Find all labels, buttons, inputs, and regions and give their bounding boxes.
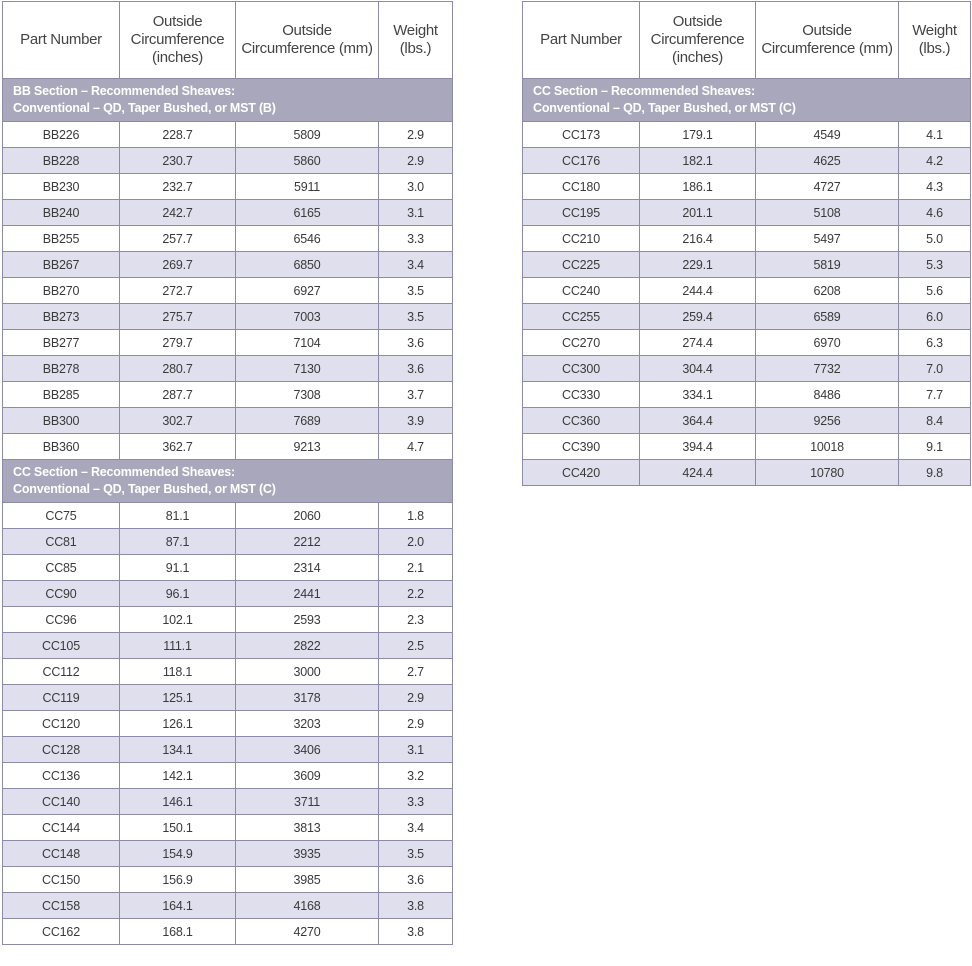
circumference-mm-cell: 4168 <box>236 893 379 919</box>
header-circumference-mm: Outside Circumference (mm) <box>756 2 899 79</box>
circumference-inches-cell: 81.1 <box>120 503 236 529</box>
circumference-inches-cell: 229.1 <box>640 252 756 278</box>
part-number-cell: CC176 <box>523 148 640 174</box>
circumference-mm-cell: 2060 <box>236 503 379 529</box>
table-row <box>3 893 453 919</box>
circumference-mm-cell: 7104 <box>236 330 379 356</box>
table-row <box>3 919 453 945</box>
part-number-cell: BB230 <box>3 174 120 200</box>
circumference-mm-cell: 2212 <box>236 529 379 555</box>
table-row <box>3 633 453 659</box>
weight-cell: 3.1 <box>379 737 453 763</box>
weight-cell: 2.1 <box>379 555 453 581</box>
weight-cell: 9.8 <box>899 460 971 486</box>
circumference-mm-cell: 7130 <box>236 356 379 382</box>
weight-cell: 3.2 <box>379 763 453 789</box>
right-spec-table <box>522 1 971 486</box>
circumference-mm-cell: 6546 <box>236 226 379 252</box>
header-circumference-inches: Outside Circumference (inches) <box>120 2 236 79</box>
circumference-inches-cell: 111.1 <box>120 633 236 659</box>
circumference-mm-cell: 5911 <box>236 174 379 200</box>
circumference-mm-cell: 5860 <box>236 148 379 174</box>
circumference-mm-cell: 3985 <box>236 867 379 893</box>
part-number-cell: BB267 <box>3 252 120 278</box>
circumference-mm-cell: 3000 <box>236 659 379 685</box>
circumference-inches-cell: 232.7 <box>120 174 236 200</box>
section-title <box>3 460 453 503</box>
weight-cell: 3.8 <box>379 919 453 945</box>
weight-cell: 4.1 <box>899 122 971 148</box>
section-title <box>523 79 971 122</box>
circumference-inches-cell: 216.4 <box>640 226 756 252</box>
circumference-inches-cell: 126.1 <box>120 711 236 737</box>
weight-cell: 5.6 <box>899 278 971 304</box>
circumference-mm-cell: 5819 <box>756 252 899 278</box>
table-row <box>523 252 971 278</box>
table-row <box>3 711 453 737</box>
weight-cell: 3.8 <box>379 893 453 919</box>
table-row <box>523 148 971 174</box>
weight-cell: 2.3 <box>379 607 453 633</box>
header-part-number: Part Number <box>3 2 120 79</box>
circumference-mm-cell: 3609 <box>236 763 379 789</box>
table-row <box>3 148 453 174</box>
circumference-mm-cell: 6165 <box>236 200 379 226</box>
circumference-inches-cell: 150.1 <box>120 815 236 841</box>
part-number-cell: CC420 <box>523 460 640 486</box>
circumference-mm-cell: 2314 <box>236 555 379 581</box>
table-row <box>3 122 453 148</box>
weight-cell: 5.3 <box>899 252 971 278</box>
part-number-cell: BB226 <box>3 122 120 148</box>
circumference-mm-cell: 3813 <box>236 815 379 841</box>
header-part-number: Part Number <box>523 2 640 79</box>
part-number-cell: CC360 <box>523 408 640 434</box>
circumference-mm-cell: 6850 <box>236 252 379 278</box>
table-row <box>3 607 453 633</box>
table-row <box>3 200 453 226</box>
circumference-mm-cell: 4727 <box>756 174 899 200</box>
circumference-inches-cell: 146.1 <box>120 789 236 815</box>
part-number-cell: BB255 <box>3 226 120 252</box>
weight-cell: 3.4 <box>379 815 453 841</box>
circumference-mm-cell: 5108 <box>756 200 899 226</box>
part-number-cell: CC105 <box>3 633 120 659</box>
circumference-mm-cell: 7732 <box>756 356 899 382</box>
part-number-cell: CC255 <box>523 304 640 330</box>
part-number-cell: CC119 <box>3 685 120 711</box>
left-spec-table <box>2 1 453 945</box>
table-row <box>3 789 453 815</box>
circumference-mm-cell: 3711 <box>236 789 379 815</box>
table-row <box>523 304 971 330</box>
part-number-cell: BB360 <box>3 434 120 460</box>
weight-cell: 5.0 <box>899 226 971 252</box>
section-title-line: Conventional – QD, Taper Bushed, or MST (C) <box>13 482 276 496</box>
part-number-cell: CC120 <box>3 711 120 737</box>
weight-cell: 2.9 <box>379 685 453 711</box>
part-number-cell: CC128 <box>3 737 120 763</box>
weight-cell: 3.0 <box>379 174 453 200</box>
header-weight: Weight (lbs.) <box>379 2 453 79</box>
part-number-cell: CC75 <box>3 503 120 529</box>
weight-cell: 3.7 <box>379 382 453 408</box>
part-number-cell: BB277 <box>3 330 120 356</box>
weight-cell: 7.7 <box>899 382 971 408</box>
circumference-mm-cell: 4625 <box>756 148 899 174</box>
table-header <box>3 2 453 79</box>
circumference-inches-cell: 424.4 <box>640 460 756 486</box>
weight-cell: 2.5 <box>379 633 453 659</box>
weight-cell: 4.3 <box>899 174 971 200</box>
part-number-cell: CC144 <box>3 815 120 841</box>
circumference-inches-cell: 272.7 <box>120 278 236 304</box>
circumference-inches-cell: 164.1 <box>120 893 236 919</box>
table-row <box>3 278 453 304</box>
weight-cell: 4.2 <box>899 148 971 174</box>
weight-cell: 4.6 <box>899 200 971 226</box>
section-title-line: CC Section – Recommended Sheaves: <box>13 465 235 479</box>
part-number-cell: CC136 <box>3 763 120 789</box>
table-row <box>3 356 453 382</box>
weight-cell: 6.0 <box>899 304 971 330</box>
circumference-inches-cell: 287.7 <box>120 382 236 408</box>
table-row <box>523 434 971 460</box>
circumference-inches-cell: 244.4 <box>640 278 756 304</box>
weight-cell: 3.4 <box>379 252 453 278</box>
circumference-mm-cell: 8486 <box>756 382 899 408</box>
section-title-line: BB Section – Recommended Sheaves: <box>13 84 235 98</box>
table-row <box>3 503 453 529</box>
part-number-cell: CC225 <box>523 252 640 278</box>
circumference-inches-cell: 259.4 <box>640 304 756 330</box>
table-row <box>523 174 971 200</box>
circumference-mm-cell: 10780 <box>756 460 899 486</box>
circumference-mm-cell: 6589 <box>756 304 899 330</box>
circumference-inches-cell: 102.1 <box>120 607 236 633</box>
weight-cell: 3.1 <box>379 200 453 226</box>
section-title-line: CC Section – Recommended Sheaves: <box>533 84 755 98</box>
circumference-mm-cell: 2441 <box>236 581 379 607</box>
circumference-inches-cell: 257.7 <box>120 226 236 252</box>
part-number-cell: CC85 <box>3 555 120 581</box>
circumference-inches-cell: 334.1 <box>640 382 756 408</box>
weight-cell: 3.6 <box>379 867 453 893</box>
weight-cell: 2.0 <box>379 529 453 555</box>
circumference-mm-cell: 3203 <box>236 711 379 737</box>
circumference-inches-cell: 118.1 <box>120 659 236 685</box>
table-row <box>523 382 971 408</box>
circumference-inches-cell: 142.1 <box>120 763 236 789</box>
part-number-cell: CC81 <box>3 529 120 555</box>
header-weight: Weight (lbs.) <box>899 2 971 79</box>
part-number-cell: BB300 <box>3 408 120 434</box>
circumference-mm-cell: 4270 <box>236 919 379 945</box>
weight-cell: 2.9 <box>379 122 453 148</box>
circumference-mm-cell: 7689 <box>236 408 379 434</box>
table-body <box>523 79 971 486</box>
table-row <box>3 529 453 555</box>
part-number-cell: CC270 <box>523 330 640 356</box>
part-number-cell: CC162 <box>3 919 120 945</box>
circumference-inches-cell: 186.1 <box>640 174 756 200</box>
part-number-cell: CC300 <box>523 356 640 382</box>
circumference-mm-cell: 9256 <box>756 408 899 434</box>
circumference-inches-cell: 134.1 <box>120 737 236 763</box>
circumference-mm-cell: 7003 <box>236 304 379 330</box>
table-row <box>3 304 453 330</box>
table-row <box>3 226 453 252</box>
circumference-mm-cell: 10018 <box>756 434 899 460</box>
weight-cell: 3.9 <box>379 408 453 434</box>
weight-cell: 9.1 <box>899 434 971 460</box>
table-row <box>3 434 453 460</box>
circumference-inches-cell: 302.7 <box>120 408 236 434</box>
circumference-inches-cell: 364.4 <box>640 408 756 434</box>
weight-cell: 7.0 <box>899 356 971 382</box>
circumference-inches-cell: 275.7 <box>120 304 236 330</box>
circumference-inches-cell: 156.9 <box>120 867 236 893</box>
circumference-mm-cell: 9213 <box>236 434 379 460</box>
part-number-cell: CC112 <box>3 659 120 685</box>
table-row <box>523 356 971 382</box>
weight-cell: 2.9 <box>379 711 453 737</box>
circumference-inches-cell: 228.7 <box>120 122 236 148</box>
circumference-inches-cell: 154.9 <box>120 841 236 867</box>
part-number-cell: CC140 <box>3 789 120 815</box>
circumference-inches-cell: 304.4 <box>640 356 756 382</box>
circumference-inches-cell: 168.1 <box>120 919 236 945</box>
circumference-inches-cell: 394.4 <box>640 434 756 460</box>
circumference-inches-cell: 87.1 <box>120 529 236 555</box>
table-row <box>3 408 453 434</box>
part-number-cell: BB285 <box>3 382 120 408</box>
circumference-mm-cell: 6927 <box>236 278 379 304</box>
weight-cell: 3.3 <box>379 226 453 252</box>
circumference-mm-cell: 5809 <box>236 122 379 148</box>
circumference-inches-cell: 125.1 <box>120 685 236 711</box>
circumference-mm-cell: 3178 <box>236 685 379 711</box>
table-row <box>523 460 971 486</box>
part-number-cell: CC96 <box>3 607 120 633</box>
section-title <box>3 79 453 122</box>
table-row <box>3 815 453 841</box>
part-number-cell: BB273 <box>3 304 120 330</box>
circumference-inches-cell: 269.7 <box>120 252 236 278</box>
section-header-row <box>523 79 971 122</box>
part-number-cell: CC173 <box>523 122 640 148</box>
circumference-mm-cell: 2822 <box>236 633 379 659</box>
circumference-mm-cell: 4549 <box>756 122 899 148</box>
weight-cell: 3.3 <box>379 789 453 815</box>
table-row <box>3 330 453 356</box>
table-row <box>3 581 453 607</box>
header-circumference-inches: Outside Circumference (inches) <box>640 2 756 79</box>
circumference-inches-cell: 201.1 <box>640 200 756 226</box>
circumference-inches-cell: 230.7 <box>120 148 236 174</box>
part-number-cell: CC390 <box>523 434 640 460</box>
table-row <box>3 737 453 763</box>
table-row <box>3 555 453 581</box>
table-row <box>3 382 453 408</box>
weight-cell: 8.4 <box>899 408 971 434</box>
weight-cell: 3.5 <box>379 278 453 304</box>
circumference-inches-cell: 91.1 <box>120 555 236 581</box>
section-title-line: Conventional – QD, Taper Bushed, or MST (C) <box>533 101 796 115</box>
table-row <box>523 330 971 356</box>
part-number-cell: CC210 <box>523 226 640 252</box>
table-row <box>3 659 453 685</box>
circumference-inches-cell: 182.1 <box>640 148 756 174</box>
circumference-mm-cell: 6208 <box>756 278 899 304</box>
part-number-cell: CC150 <box>3 867 120 893</box>
circumference-mm-cell: 5497 <box>756 226 899 252</box>
part-number-cell: CC240 <box>523 278 640 304</box>
weight-cell: 1.8 <box>379 503 453 529</box>
weight-cell: 2.9 <box>379 148 453 174</box>
weight-cell: 2.2 <box>379 581 453 607</box>
circumference-mm-cell: 6970 <box>756 330 899 356</box>
circumference-mm-cell: 7308 <box>236 382 379 408</box>
table-row <box>523 122 971 148</box>
circumference-inches-cell: 96.1 <box>120 581 236 607</box>
circumference-inches-cell: 279.7 <box>120 330 236 356</box>
part-number-cell: CC90 <box>3 581 120 607</box>
part-number-cell: BB270 <box>3 278 120 304</box>
table-row <box>3 174 453 200</box>
section-header-row <box>3 79 453 122</box>
part-number-cell: CC158 <box>3 893 120 919</box>
table-row <box>3 252 453 278</box>
weight-cell: 3.5 <box>379 304 453 330</box>
circumference-mm-cell: 2593 <box>236 607 379 633</box>
table-row <box>523 226 971 252</box>
circumference-inches-cell: 242.7 <box>120 200 236 226</box>
part-number-cell: CC180 <box>523 174 640 200</box>
part-number-cell: BB240 <box>3 200 120 226</box>
table-row <box>3 867 453 893</box>
section-header-row <box>3 460 453 503</box>
weight-cell: 3.5 <box>379 841 453 867</box>
table-header <box>523 2 971 79</box>
circumference-inches-cell: 362.7 <box>120 434 236 460</box>
weight-cell: 2.7 <box>379 659 453 685</box>
table-body <box>3 79 453 945</box>
part-number-cell: BB278 <box>3 356 120 382</box>
section-title-line: Conventional – QD, Taper Bushed, or MST (B) <box>13 101 276 115</box>
part-number-cell: CC195 <box>523 200 640 226</box>
table-row <box>523 408 971 434</box>
circumference-inches-cell: 179.1 <box>640 122 756 148</box>
table-row <box>3 685 453 711</box>
weight-cell: 6.3 <box>899 330 971 356</box>
circumference-inches-cell: 274.4 <box>640 330 756 356</box>
table-row <box>523 278 971 304</box>
weight-cell: 3.6 <box>379 356 453 382</box>
part-number-cell: BB228 <box>3 148 120 174</box>
part-number-cell: CC330 <box>523 382 640 408</box>
weight-cell: 3.6 <box>379 330 453 356</box>
table-row <box>523 200 971 226</box>
circumference-mm-cell: 3406 <box>236 737 379 763</box>
header-circumference-mm: Outside Circumference (mm) <box>236 2 379 79</box>
part-number-cell: CC148 <box>3 841 120 867</box>
circumference-inches-cell: 280.7 <box>120 356 236 382</box>
circumference-mm-cell: 3935 <box>236 841 379 867</box>
table-row <box>3 763 453 789</box>
weight-cell: 4.7 <box>379 434 453 460</box>
table-row <box>3 841 453 867</box>
